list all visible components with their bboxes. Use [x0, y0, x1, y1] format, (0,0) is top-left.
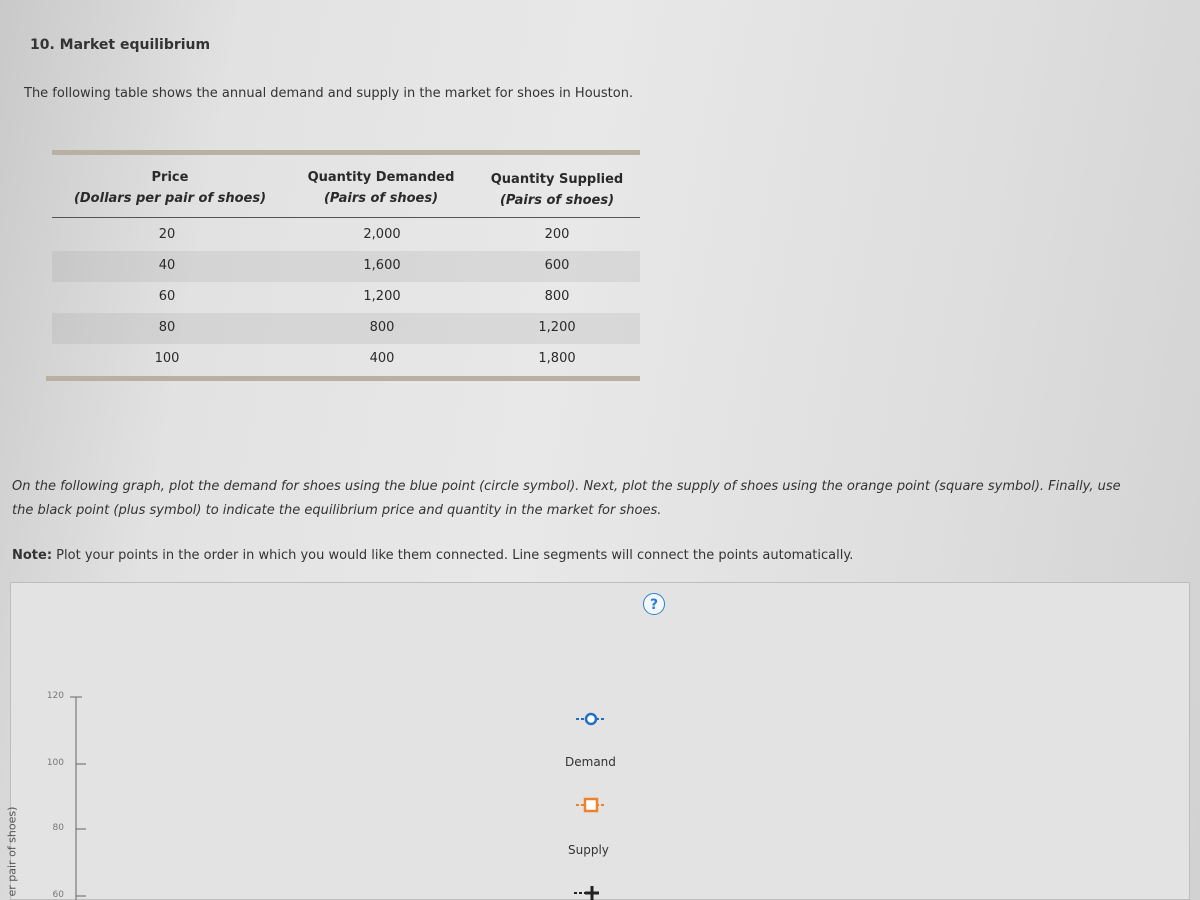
header-qs-title: Quantity Supplied [490, 172, 624, 187]
note-text: Plot your points in the order in which you would like them connected. Line segments will connect the points automatically. [52, 548, 854, 563]
y-tick-label: 80 [52, 823, 64, 833]
y-tick-label: 60 [52, 890, 64, 900]
cell-quantity-demanded: 800 [369, 320, 395, 335]
note-label: Note: [12, 548, 53, 563]
demand-circle-icon[interactable] [586, 714, 596, 724]
help-icon[interactable]: ? [643, 593, 665, 615]
cell-quantity-supplied: 200 [544, 227, 570, 242]
cell-quantity-demanded: 1,600 [363, 258, 401, 273]
legend-equilibrium-tool[interactable] [574, 886, 599, 900]
legend-supply-tool[interactable] [576, 799, 606, 811]
cell-price: 40 [158, 258, 176, 273]
cell-quantity-demanded: 400 [369, 351, 395, 366]
cell-quantity-demanded: 2,000 [363, 227, 401, 242]
cell-quantity-supplied: 800 [544, 289, 570, 304]
y-tick-label: 120 [46, 691, 64, 701]
cell-price: 100 [154, 351, 180, 366]
legend-demand-tool[interactable] [576, 714, 606, 724]
legend-demand-label: Demand [565, 755, 616, 769]
cell-quantity-supplied: 1,800 [538, 351, 576, 366]
supply-square-icon[interactable] [585, 799, 597, 811]
question-intro: The following table shows the annual demand and supply in the market for shoes in Houston. [24, 86, 634, 101]
y-tick-label: 100 [46, 758, 64, 768]
header-price-unit: (Dollars per pair of shoes) [73, 191, 267, 206]
cell-price: 80 [158, 320, 176, 335]
header-qs-unit: (Pairs of shoes) [499, 193, 615, 208]
y-axis-label: er pair of shoes) [5, 806, 19, 897]
header-price-title: Price [151, 170, 189, 185]
header-qd-unit: (Pairs of shoes) [323, 191, 439, 206]
legend-supply-label: Supply [568, 843, 609, 857]
cell-price: 60 [158, 289, 176, 304]
header-qd-title: Quantity Demanded [307, 170, 455, 185]
cell-price: 20 [158, 227, 176, 242]
question-title: 10. Market equilibrium [30, 37, 211, 53]
cell-quantity-demanded: 1,200 [363, 289, 401, 304]
cell-quantity-supplied: 1,200 [538, 320, 576, 335]
cell-quantity-supplied: 600 [544, 258, 570, 273]
graph-instructions: On the following graph, plot the demand for shoes using the blue point (circle symbol). Next, plot the supply of shoes using the orange point (square symbol). Finally, use the black point (plus symbol) to indicate the equilibrium price and quantity in the market for shoes. [12, 479, 1121, 518]
